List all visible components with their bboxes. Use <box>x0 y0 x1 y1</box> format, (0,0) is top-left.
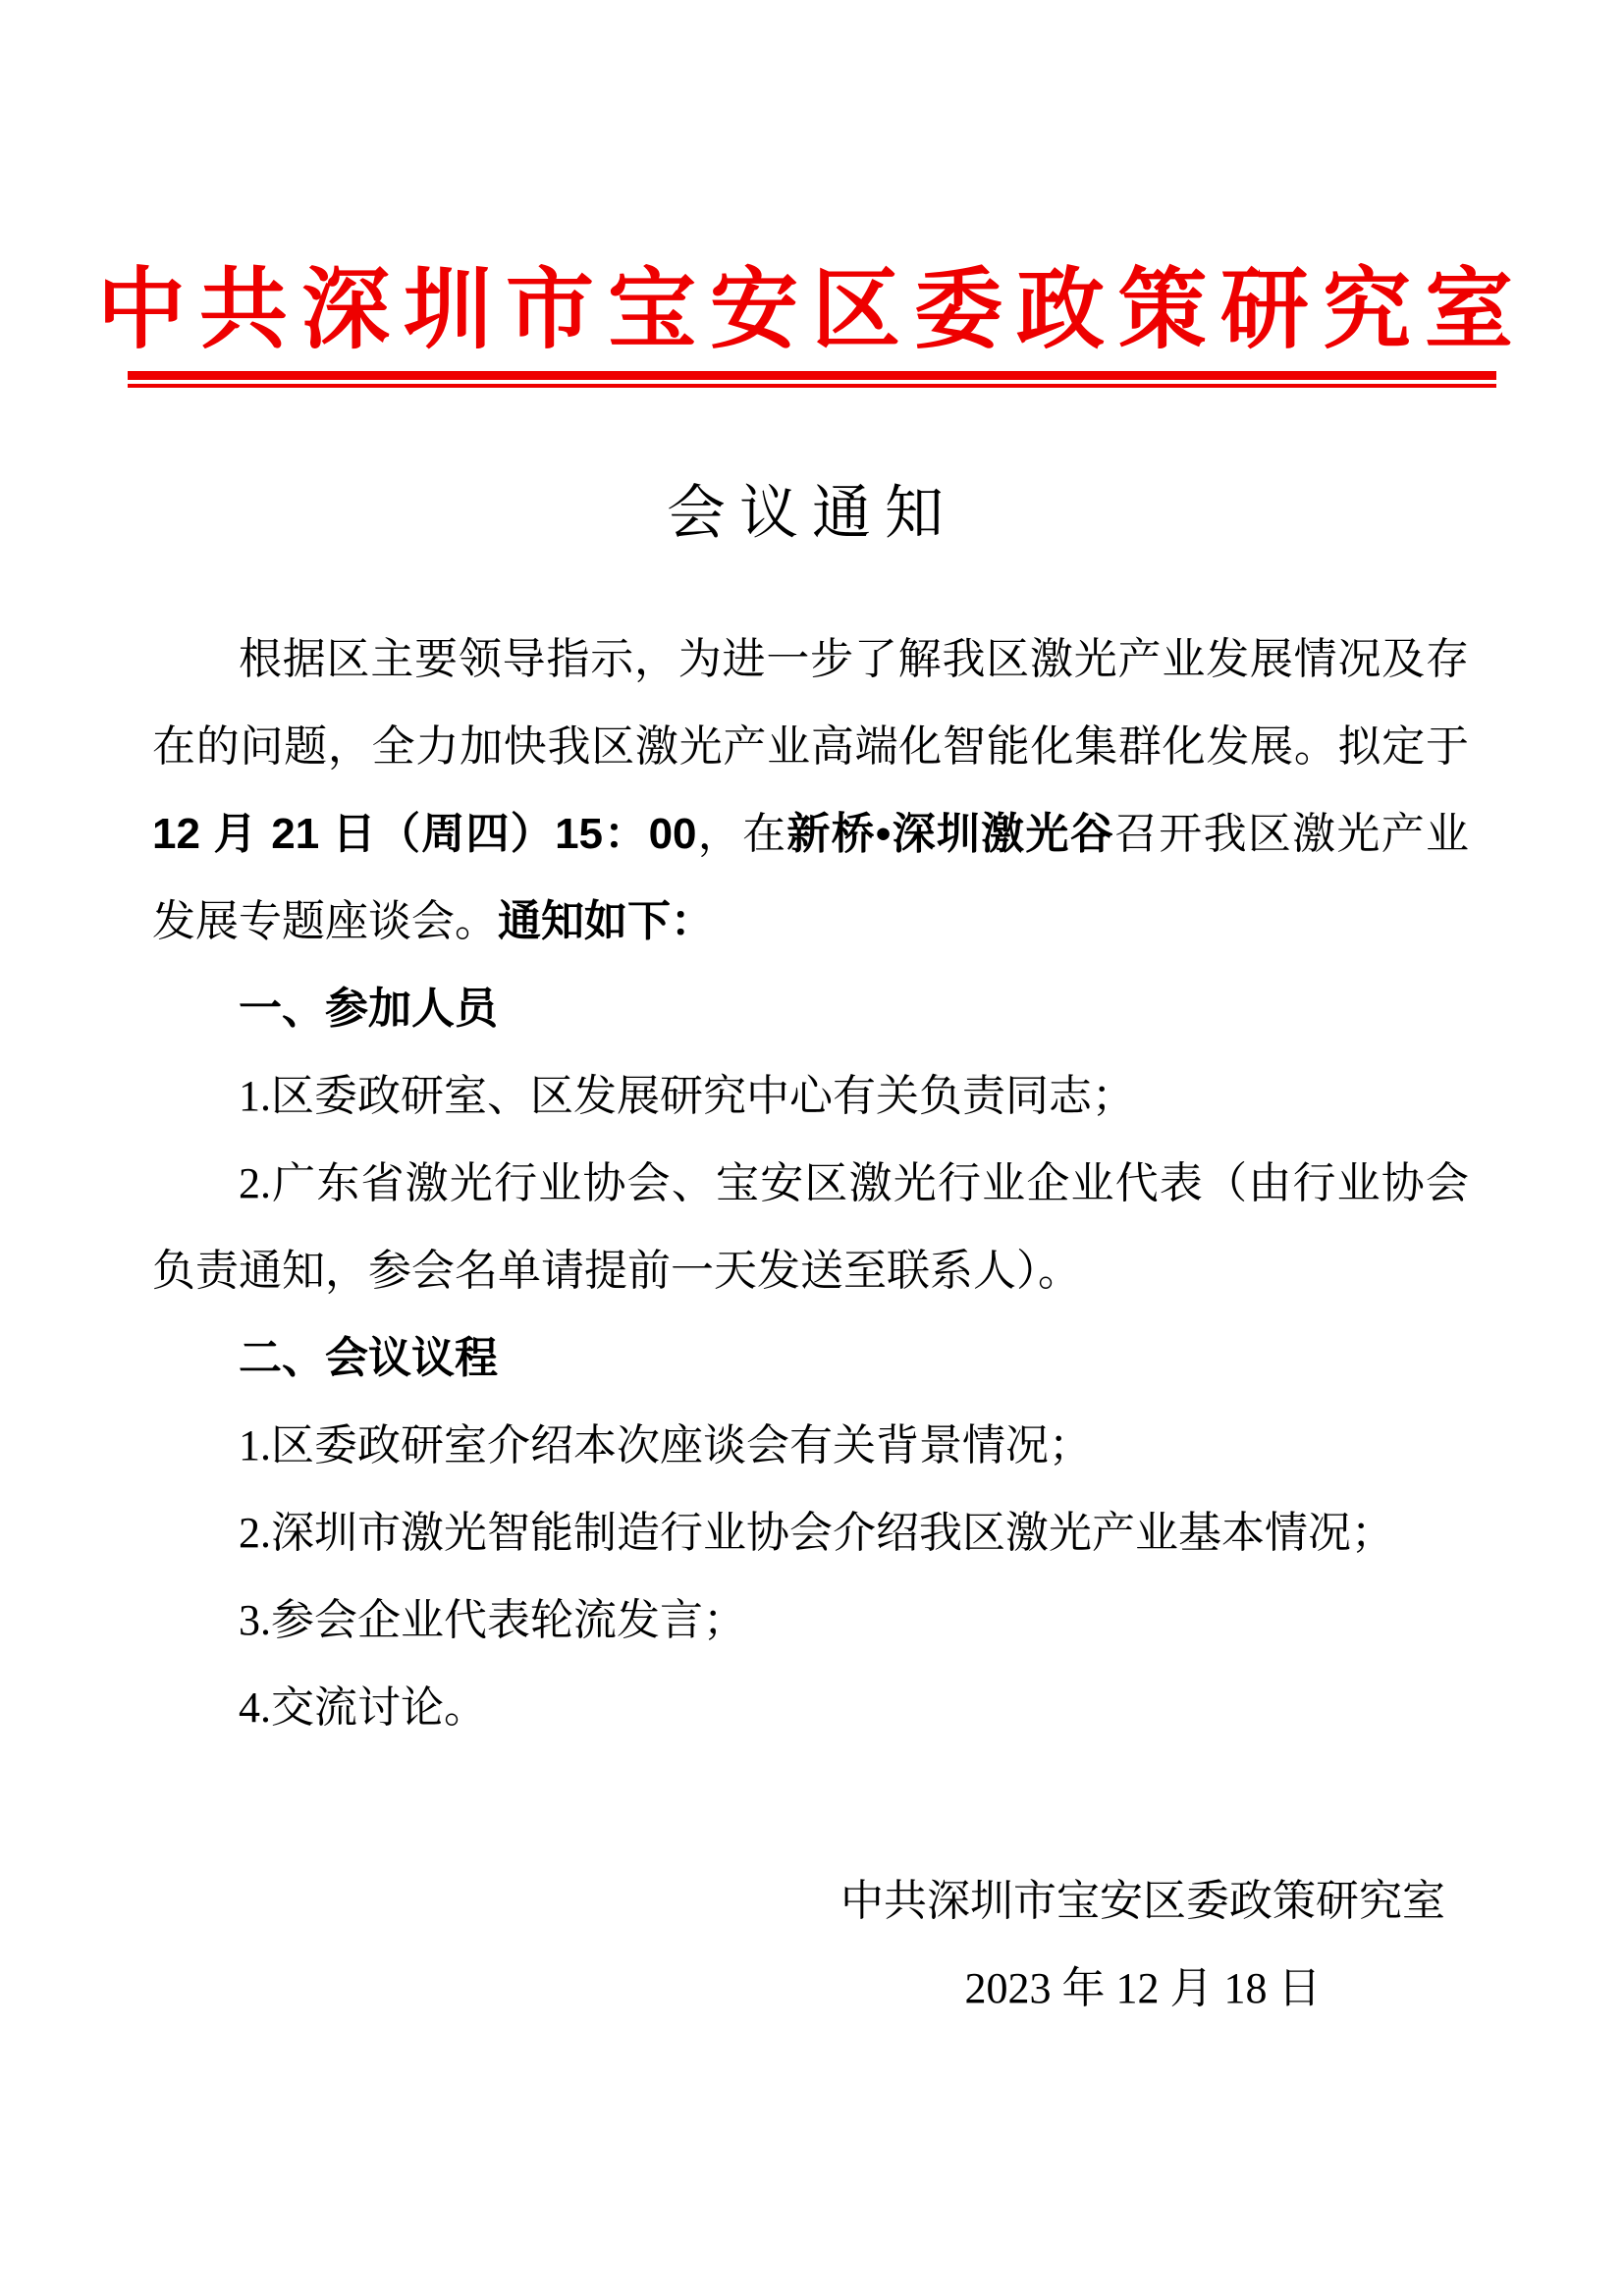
paragraph <box>152 1576 1469 1664</box>
signature-org: 中共深圳市宝安区委政策研究室 <box>840 1877 1445 1925</box>
signature-date: 2023 年 12 月 18 日 <box>964 1964 1322 2012</box>
paragraph <box>152 615 1469 965</box>
text-run: ，在 <box>696 810 787 858</box>
letterhead-separator <box>128 371 1496 388</box>
paragraph <box>152 1664 1469 1751</box>
separator-thick-line <box>128 371 1496 380</box>
separator-thin-line <box>128 384 1496 388</box>
emphasized-text-run: 通知如下： <box>498 897 714 945</box>
document-title: 会议通知 <box>667 481 957 546</box>
text-run: 2.深圳市激光智能制造行业协会介绍我区激光产业基本情况； <box>239 1509 1394 1557</box>
document-body <box>152 615 1469 1751</box>
paragraph <box>152 1489 1469 1576</box>
text-run: 1.区委政研室介绍本次座谈会有关背景情况； <box>239 1421 1092 1469</box>
text-run: 根据区主要领导指示，为进一步了解我区激光产业发展情况及存在的问题，全力加快我区激光产业高端化智能化集群化发展。拟定于 <box>152 635 1469 771</box>
paragraph <box>152 1052 1469 1140</box>
paragraph <box>152 1140 1469 1314</box>
letterhead-org-title: 中共深圳市宝安区委政策研究室 <box>97 262 1527 359</box>
emphasized-text-run: 一、参加人员 <box>239 985 498 1033</box>
emphasized-text-run: 新桥•深圳激光谷 <box>786 810 1115 858</box>
text-run: 召开我区激光产业发展专题座谈会。 <box>152 810 1469 945</box>
text-run: 2.广东省激光行业协会、宝安区激光行业企业代表（由行业协会负责通知，参会名单请提前一天发送至联系人）。 <box>152 1159 1469 1295</box>
section-heading <box>152 1314 1469 1402</box>
section-heading <box>152 965 1469 1052</box>
emphasized-text-run: 12 月 21 日（周四）15：00 <box>152 810 697 858</box>
paragraph <box>152 1402 1469 1489</box>
text-run: 3.参会企业代表轮流发言； <box>239 1596 746 1644</box>
signature-block <box>840 1857 1445 2032</box>
text-run: 4.交流讨论。 <box>239 1683 487 1732</box>
text-run: 1.区委政研室、区发展研究中心有关负责同志； <box>239 1072 1135 1120</box>
emphasized-text-run: 二、会议议程 <box>239 1334 498 1382</box>
